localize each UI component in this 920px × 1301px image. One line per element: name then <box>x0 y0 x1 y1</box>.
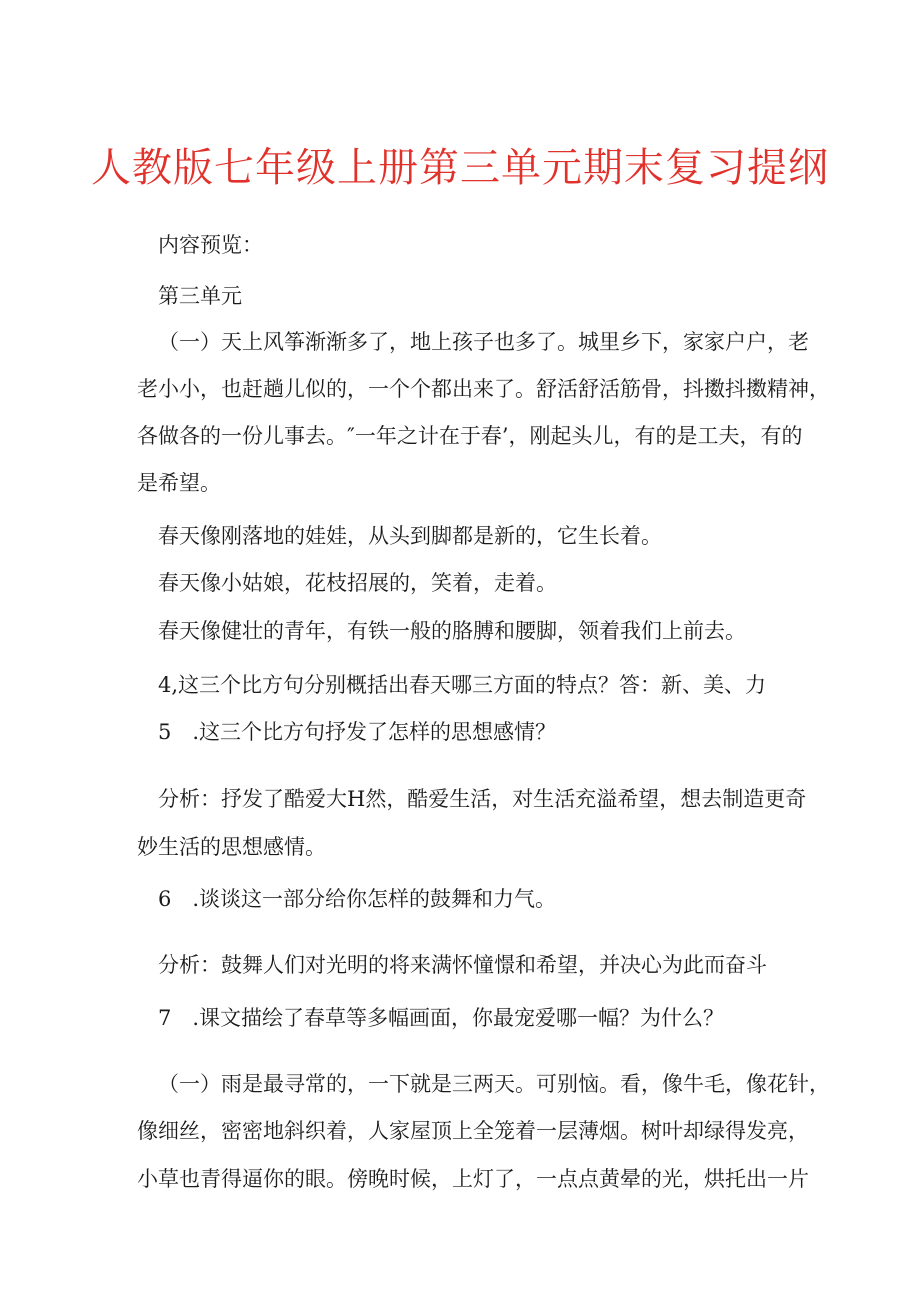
paragraph-line: 像细丝，密密地斜织着，人家屋顶上全笼着一层薄烟。树叶却绿得发亮， <box>137 1119 809 1143</box>
paragraph-line: 小草也青得逼你的眼。傍晚时候，上灯了，一点点黄晕的光，烘托出一片 <box>137 1167 809 1191</box>
paragraph-line: 春天像健壮的青年，有铁一般的胳膊和腰脚，领着我们上前去。 <box>158 619 746 643</box>
question-line: 4,这三个比方句分别概括出春天哪三方面的特点？答：新、美、力 <box>158 673 767 697</box>
question-line: 7 .课文描绘了春草等多幅画面，你最宠爱哪一幅？为什么？ <box>158 1006 725 1030</box>
paragraph-line: 各做各的一份儿事去。″一年之计在于春’，刚起头儿，有的是工夫，有的 <box>137 424 803 448</box>
paragraph-line: （一）雨是最寻常的，一下就是三两天。可别恼。看，像牛毛，像花针， <box>158 1072 830 1096</box>
page-title: 人教版七年级上册第三单元期末复习提纲 <box>91 145 829 191</box>
question-line: 5 .这三个比方句抒发了怎样的思想感情？ <box>158 720 557 744</box>
paragraph-line: 春天像刚落地的娃娃，从头到脚都是新的，它生长着。 <box>158 524 662 548</box>
paragraph-line: 春天像小姑娘，花枝招展的，笑着，走着。 <box>158 571 557 595</box>
paragraph-line: 老小小，也赶趟儿似的，一个个都出来了。舒活舒活筋骨，抖擞抖擞精神， <box>137 377 830 401</box>
preview-label: 内容预览： <box>158 233 263 257</box>
analysis-line: 妙生活的思想感情。 <box>137 835 326 859</box>
paragraph-line: 是希望。 <box>137 471 221 495</box>
analysis-line: 分析：鼓舞人们对光明的将来满怀憧憬和希望，并决心为此而奋斗 <box>158 953 767 977</box>
analysis-line: 分析：抒发了酷爱大H然，酷爱生活，对生活充溢希望，想去制造更奇 <box>158 787 807 811</box>
paragraph-line: （一）天上风筝渐渐多了，地上孩子也多了。城里乡下，家家户户，老 <box>158 330 809 354</box>
unit-heading: 第三单元 <box>158 284 242 308</box>
question-line: 6 .谈谈这一部分给你怎样的鼓舞和力气。 <box>158 887 557 911</box>
